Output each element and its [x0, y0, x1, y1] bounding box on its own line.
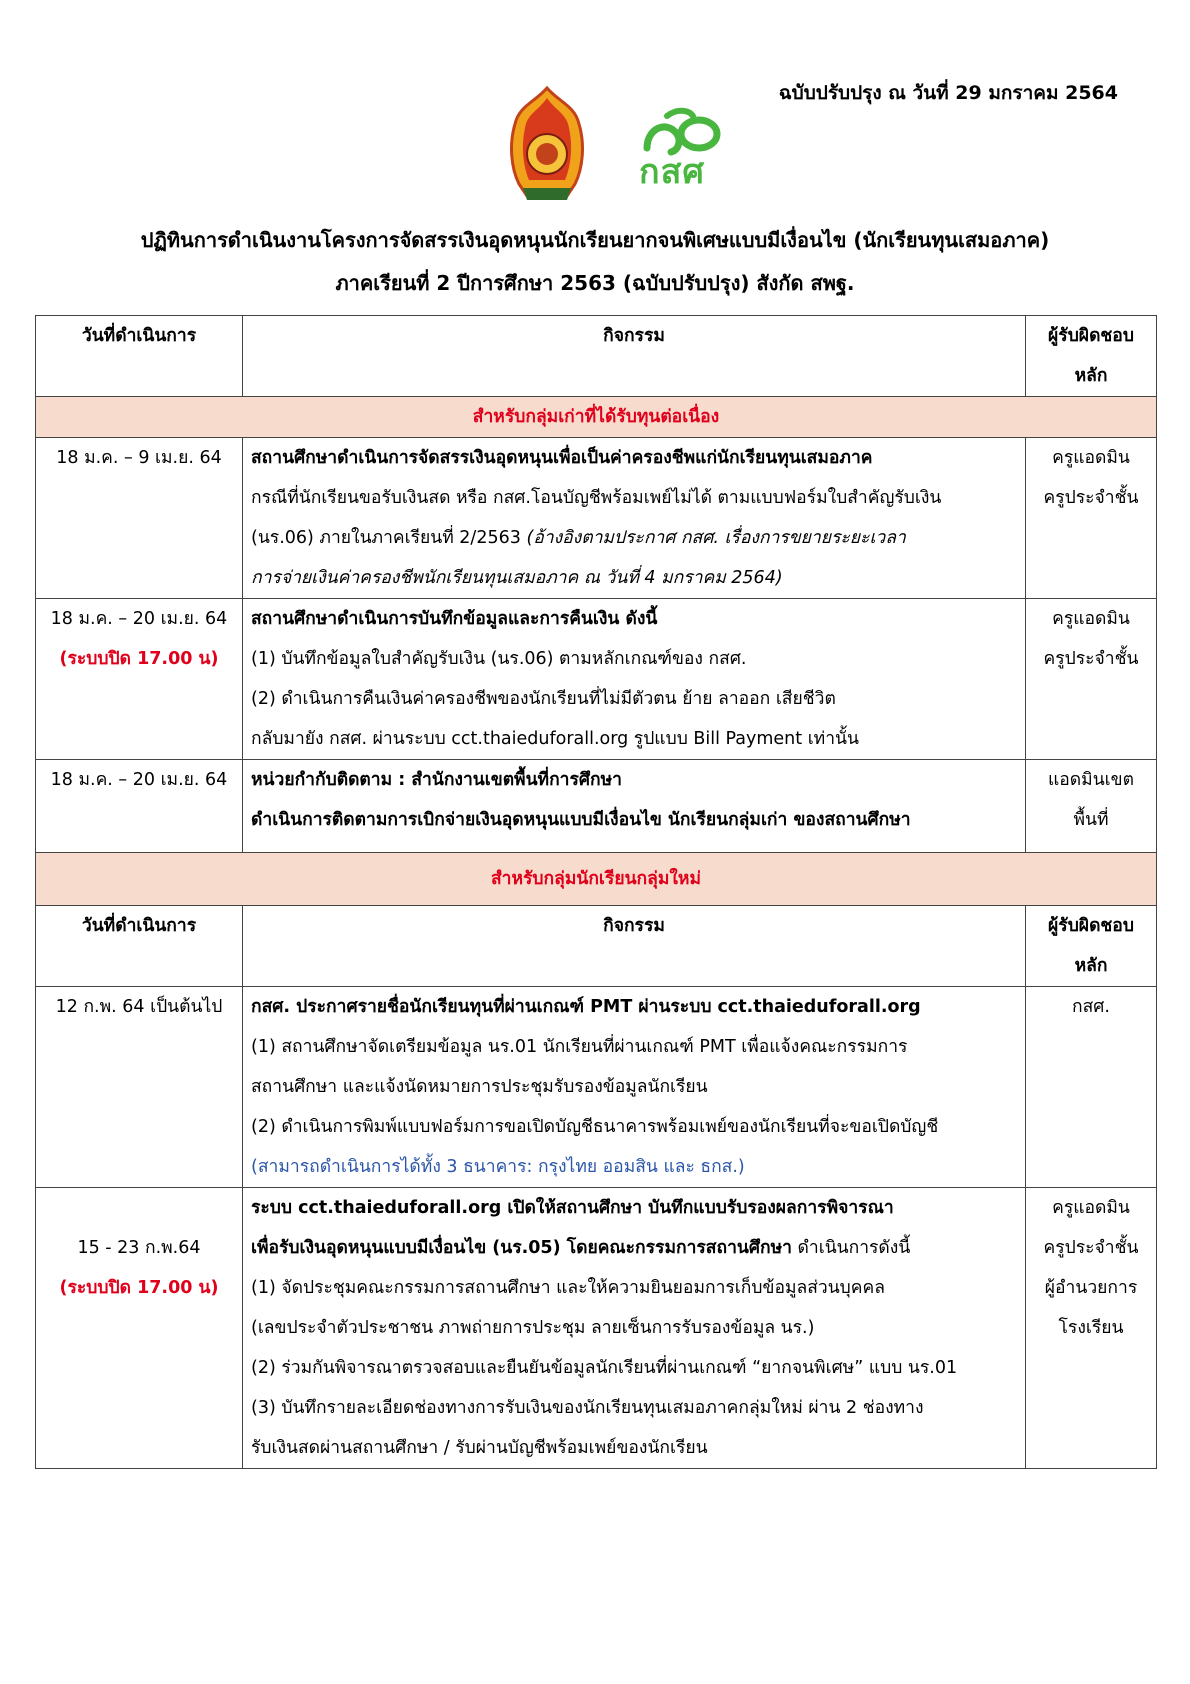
- row-responsible: กสศ.: [1026, 987, 1157, 1188]
- row-date: 18 ม.ค. – 20 เม.ย. 64 (ระบบปิด 17.00 น): [36, 599, 243, 760]
- header-activity: กิจกรรม: [243, 906, 1026, 987]
- header-activity: กิจกรรม: [243, 316, 1026, 397]
- page-subtitle: ภาคเรียนที่ 2 ปีการศึกษา 2563 (ฉบับปรับปรุง) สังกัด สพฐ.: [335, 271, 855, 295]
- table-header-row: [36, 906, 1157, 987]
- table-row: [36, 987, 1157, 1188]
- section-title-new: สำหรับกลุ่มนักเรียนกลุ่มใหม่: [36, 853, 1157, 906]
- row-responsible: ครูแอดมิน ครูประจำชั้น: [1026, 599, 1157, 760]
- table-header-row: [36, 316, 1157, 397]
- revision-note: ฉบับปรับปรุง ณ วันที่ 29 มกราคม 2564: [778, 82, 1118, 104]
- row-responsible: แอดมินเขต พื้นที่: [1026, 760, 1157, 853]
- section-title-old: สำหรับกลุ่มเก่าที่ได้รับทุนต่อเนื่อง: [36, 397, 1157, 438]
- header-responsible: ผู้รับผิดชอบ หลัก: [1026, 316, 1157, 397]
- kss-logo-text: กสศ: [639, 152, 705, 192]
- system-close-note: (ระบบปิด 17.00 น): [59, 649, 219, 669]
- page-title: ปฏิทินการดำเนินงานโครงการจัดสรรเงินอุดหนุนนักเรียนยากจนพิเศษแบบมีเงื่อนไข (นักเรียนทุนเสมอภาค): [140, 228, 1050, 252]
- table-row: [36, 438, 1157, 599]
- table-row: [36, 760, 1157, 853]
- row-responsible: ครูแอดมิน ครูประจำชั้น ผู้อำนวยการ โรงเรียน: [1026, 1188, 1157, 1469]
- table-row: [36, 1188, 1157, 1469]
- row-activity: หน่วยกำกับติดตาม : สำนักงานเขตพื้นที่การศึกษา ดำเนินการติดตามการเบิกจ่ายเงินอุดหนุนแบบมีเงื่อนไข นักเรียนกลุ่มเก่า ของสถานศึกษา: [243, 760, 1026, 853]
- row-responsible: ครูแอดมิน ครูประจำชั้น: [1026, 438, 1157, 599]
- system-close-note: (ระบบปิด 17.00 น): [59, 1278, 219, 1298]
- row-activity: สถานศึกษาดำเนินการบันทึกข้อมูลและการคืนเงิน ดังนี้ (1) บันทึกข้อมูลใบสำคัญรับเงิน (นร.06) ตามหลักเกณฑ์ของ กสศ. (2) ดำเนินการคืนเงินค่าครองชีพของนักเรียนที่ไม่มีตัวตน ย้าย ลาออก เสียชีวิต กลับมายัง กสศ. ผ่านระบบ cct.thaieduforall.org รูปแบบ Bill Payment เท่านั้น: [243, 599, 1026, 760]
- table-row: [36, 599, 1157, 760]
- section-row-new-group: [36, 853, 1157, 906]
- header-date: วันที่ดำเนินการ: [36, 906, 243, 987]
- row-date: 18 ม.ค. – 9 เม.ย. 64: [36, 438, 243, 599]
- row-activity: กสศ. ประกาศรายชื่อนักเรียนทุนที่ผ่านเกณฑ์ PMT ผ่านระบบ cct.thaieduforall.org (1) สถานศึกษาจัดเตรียมข้อมูล นร.01 นักเรียนที่ผ่านเกณฑ์ PMT เพื่อแจ้งคณะกรรมการ สถานศึกษา และแจ้งนัดหมายการประชุมรับรองข้อมูลนักเรียน (2) ดำเนินการพิมพ์แบบฟอร์มการขอเปิดบัญชีธนาคารพร้อมเพย์ของนักเรียนที่จะขอเปิดบัญชี (สามารถดำเนินการได้ทั้ง 3 ธนาคาร: กรุงไทย ออมสิน และ ธกส.): [243, 987, 1026, 1188]
- schedule-table: [35, 315, 1157, 1469]
- header-date: วันที่ดำเนินการ: [36, 316, 243, 397]
- logo-group: [497, 84, 727, 204]
- row-date: 18 ม.ค. – 20 เม.ย. 64: [36, 760, 243, 853]
- row-activity: ระบบ cct.thaieduforall.org เปิดให้สถานศึกษา บันทึกแบบรับรองผลการพิจารณา เพื่อรับเงินอุดหนุนแบบมีเงื่อนไข (นร.05) โดยคณะกรรมการสถานศึกษา ดำเนินการดังนี้ (1) จัดประชุมคณะกรรมการสถานศึกษา และให้ความยินยอมการเก็บข้อมูลส่วนบุคคล (เลขประจำตัวประชาชน ภาพถ่ายการประชุม ลายเซ็นการรับรองข้อมูล นร.) (2) ร่วมกันพิจารณาตรวจสอบและยืนยันข้อมูลนักเรียนที่ผ่านเกณฑ์ “ยากจนพิเศษ” แบบ นร.01 (3) บันทึกรายละเอียดช่องทางการรับเงินของนักเรียนทุนเสมอภาคกลุ่มใหม่ ผ่าน 2 ช่องทาง รับเงินสดผ่านสถานศึกษา / รับผ่านบัญชีพร้อมเพย์ของนักเรียน: [243, 1188, 1026, 1469]
- row-date: 12 ก.พ. 64 เป็นต้นไป: [36, 987, 243, 1188]
- header-responsible: ผู้รับผิดชอบ หลัก: [1026, 906, 1157, 987]
- row-date: 15 - 23 ก.พ.64 (ระบบปิด 17.00 น): [36, 1188, 243, 1469]
- section-row-old-group: [36, 397, 1157, 438]
- obec-emblem-logo: [497, 84, 597, 204]
- row-activity: สถานศึกษาดำเนินการจัดสรรเงินอุดหนุนเพื่อเป็นค่าครองชีพแก่นักเรียนทุนเสมอภาค กรณีที่นักเรียนขอรับเงินสด หรือ กสศ.โอนบัญชีพร้อมเพย์ไม่ได้ ตามแบบฟอร์มใบสำคัญรับเงิน (นร.06) ภายในภาคเรียนที่ 2/2563 (อ้างอิงตามประกาศ กสศ. เรื่องการขยายระยะเวลา การจ่ายเงินค่าครองชีพนักเรียนทุนเสมอภาค ณ วันที่ 4 มกราคม 2564): [243, 438, 1026, 599]
